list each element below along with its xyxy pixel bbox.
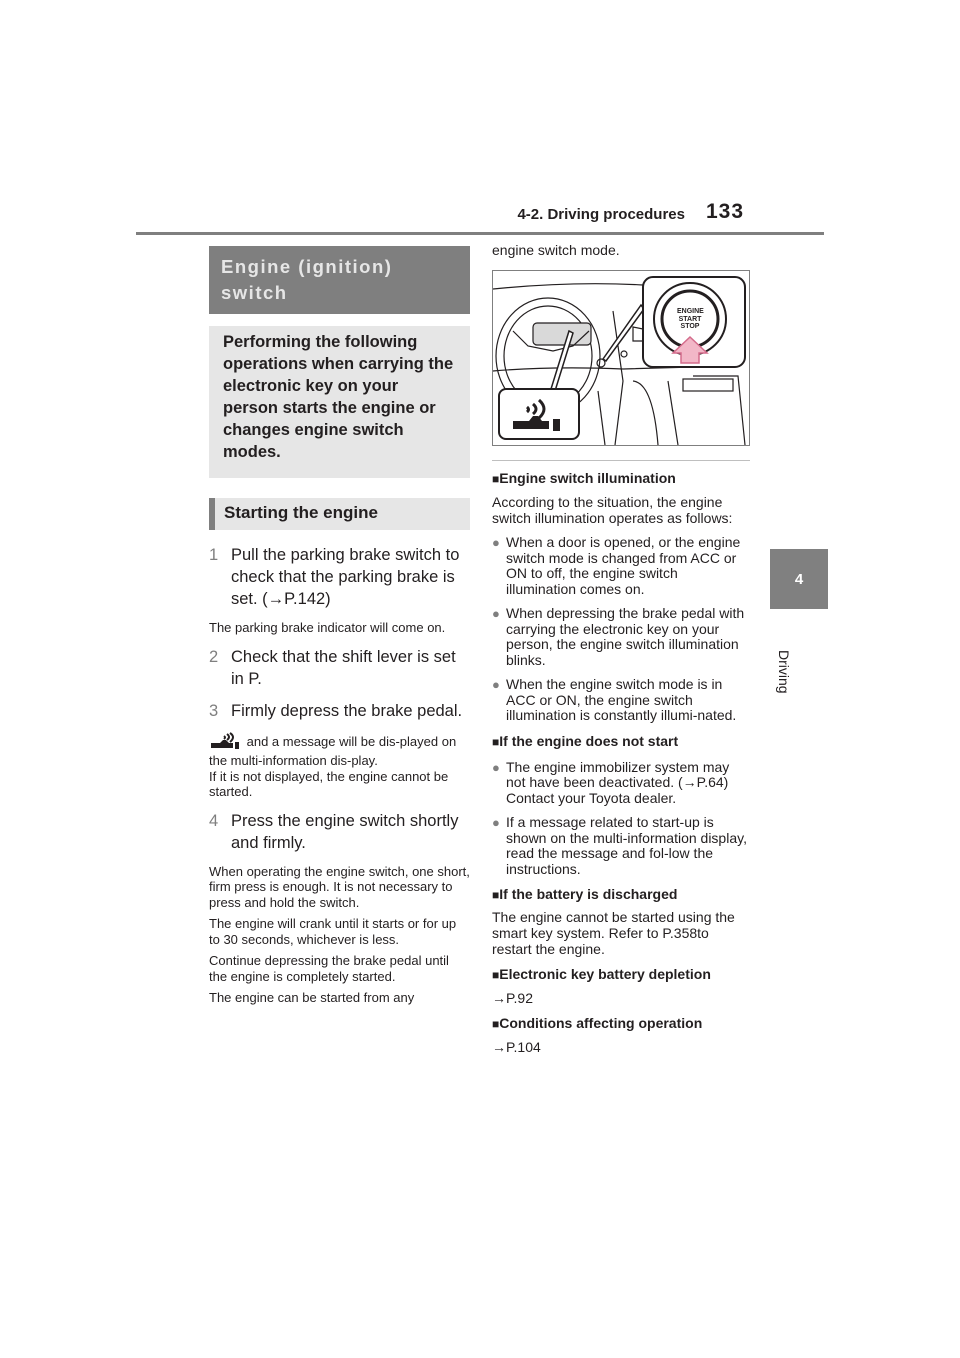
nostart-bullet-1: ● The engine immobilizer system may not have been deactivated. (→P.64) Contact your Toyota dealer. xyxy=(492,758,730,806)
square-marker-icon: ■ xyxy=(492,472,500,486)
note-not-displayed: If it is not displayed, the engine cannot be started. xyxy=(209,768,449,799)
bullet-icon: ● xyxy=(492,815,500,830)
illum-text: According to the situation, the engine switch illumination operates as follows: xyxy=(492,494,733,526)
step-number: 2 xyxy=(209,647,219,666)
header-rule xyxy=(136,232,824,235)
step-text: Check that the shift lever is set in P. xyxy=(231,647,456,688)
illum-bullet-1: ● When a door is opened, or the engine switch mode is changed from ACC or ON to off, the engine switch illumination comes on. xyxy=(492,534,741,597)
illum-bullet-2: ● When depressing the brake pedal with carrying the electronic key on your person, the engine switch illumination blinks. xyxy=(492,605,745,668)
engine-start-stop-button xyxy=(677,308,703,331)
note-crank: The engine will crank until it starts or for up to 30 seconds, whichever is less. xyxy=(209,916,457,947)
button-label-line: START xyxy=(678,315,702,323)
subhead-starting: Starting the engine xyxy=(209,498,470,530)
note-press: When operating the engine switch, one short, firm press is enough. It is not necessary to press and hold the switch. xyxy=(209,863,470,910)
step-3 xyxy=(209,700,470,722)
step-4 xyxy=(209,810,470,854)
chapter-tab-label: Driving xyxy=(776,650,792,694)
step-text: Firmly depress the brake pedal. xyxy=(231,701,463,720)
button-label-line: STOP xyxy=(680,323,700,330)
note-any-mode: The engine can be started from any xyxy=(209,990,415,1005)
square-marker-icon: ■ xyxy=(492,968,500,982)
heading-battery: ■If the battery is discharged xyxy=(492,886,678,902)
step-2 xyxy=(209,646,470,690)
note-key-text: and a message will be dis-played on the multi-information dis-play. xyxy=(209,733,457,768)
separator xyxy=(492,460,750,461)
battery-text: The engine cannot be started using the smart key system. Refer to P.358to restart the engine. xyxy=(492,909,735,957)
square-marker-icon: ■ xyxy=(492,888,500,902)
step-number: 3 xyxy=(209,701,219,720)
button-label-line: ENGINE xyxy=(677,308,704,315)
electronic-key-indicator-icon xyxy=(209,732,243,754)
nostart-bullet-2: ● If a message related to start-up is shown on the multi-information display, read the message and fol-low the instructions. xyxy=(492,814,747,877)
step-1 xyxy=(209,544,470,610)
note-parking-indicator: The parking brake indicator will come on. xyxy=(209,620,446,635)
note-continue: Continue depressing the brake pedal until the engine is completely started. xyxy=(209,953,449,984)
chapter-tab: 4 xyxy=(770,549,828,609)
illum-bullet-3: ● When the engine switch mode is in ACC or ON, the engine switch illumination is constantly illumi-nated. xyxy=(492,676,737,723)
step-text: Pull the parking brake switch to check that the parking brake is set. (→P.142) xyxy=(231,546,460,608)
page-number: 133 xyxy=(706,200,745,223)
bullet-icon: ● xyxy=(492,535,500,550)
heading-illumination: ■Engine switch illumination xyxy=(492,470,676,486)
continued-text: engine switch mode. xyxy=(492,242,620,258)
left-column xyxy=(209,246,470,1006)
conditions-ref: →P.104 xyxy=(492,1039,541,1055)
square-marker-icon: ■ xyxy=(492,734,500,749)
heading-conditions: ■Conditions affecting operation xyxy=(492,1015,703,1031)
note-key-indicator xyxy=(209,732,470,800)
bullet-icon: ● xyxy=(492,759,500,775)
bullet-icon: ● xyxy=(492,677,500,692)
step-number: 4 xyxy=(209,811,219,830)
right-column xyxy=(492,242,750,1055)
heading-key-battery: ■Electronic key battery depletion xyxy=(492,966,711,982)
main-title: Engine (ignition) switch xyxy=(209,246,470,314)
square-marker-icon: ■ xyxy=(492,1017,500,1031)
step-text: Press the engine switch shortly and firmly. xyxy=(231,811,459,852)
bullet-icon: ● xyxy=(492,606,500,621)
engine-switch-illustration xyxy=(492,270,750,446)
step-number: 1 xyxy=(209,546,219,564)
key-battery-ref: →P.92 xyxy=(492,990,533,1006)
section-title: 4-2. Driving procedures xyxy=(517,206,685,223)
intro-box: Performing the following operations when carrying the electronic key on your person starts the engine or changes engine switch modes. xyxy=(209,326,470,478)
heading-no-start: ■If the engine does not start xyxy=(492,732,679,749)
